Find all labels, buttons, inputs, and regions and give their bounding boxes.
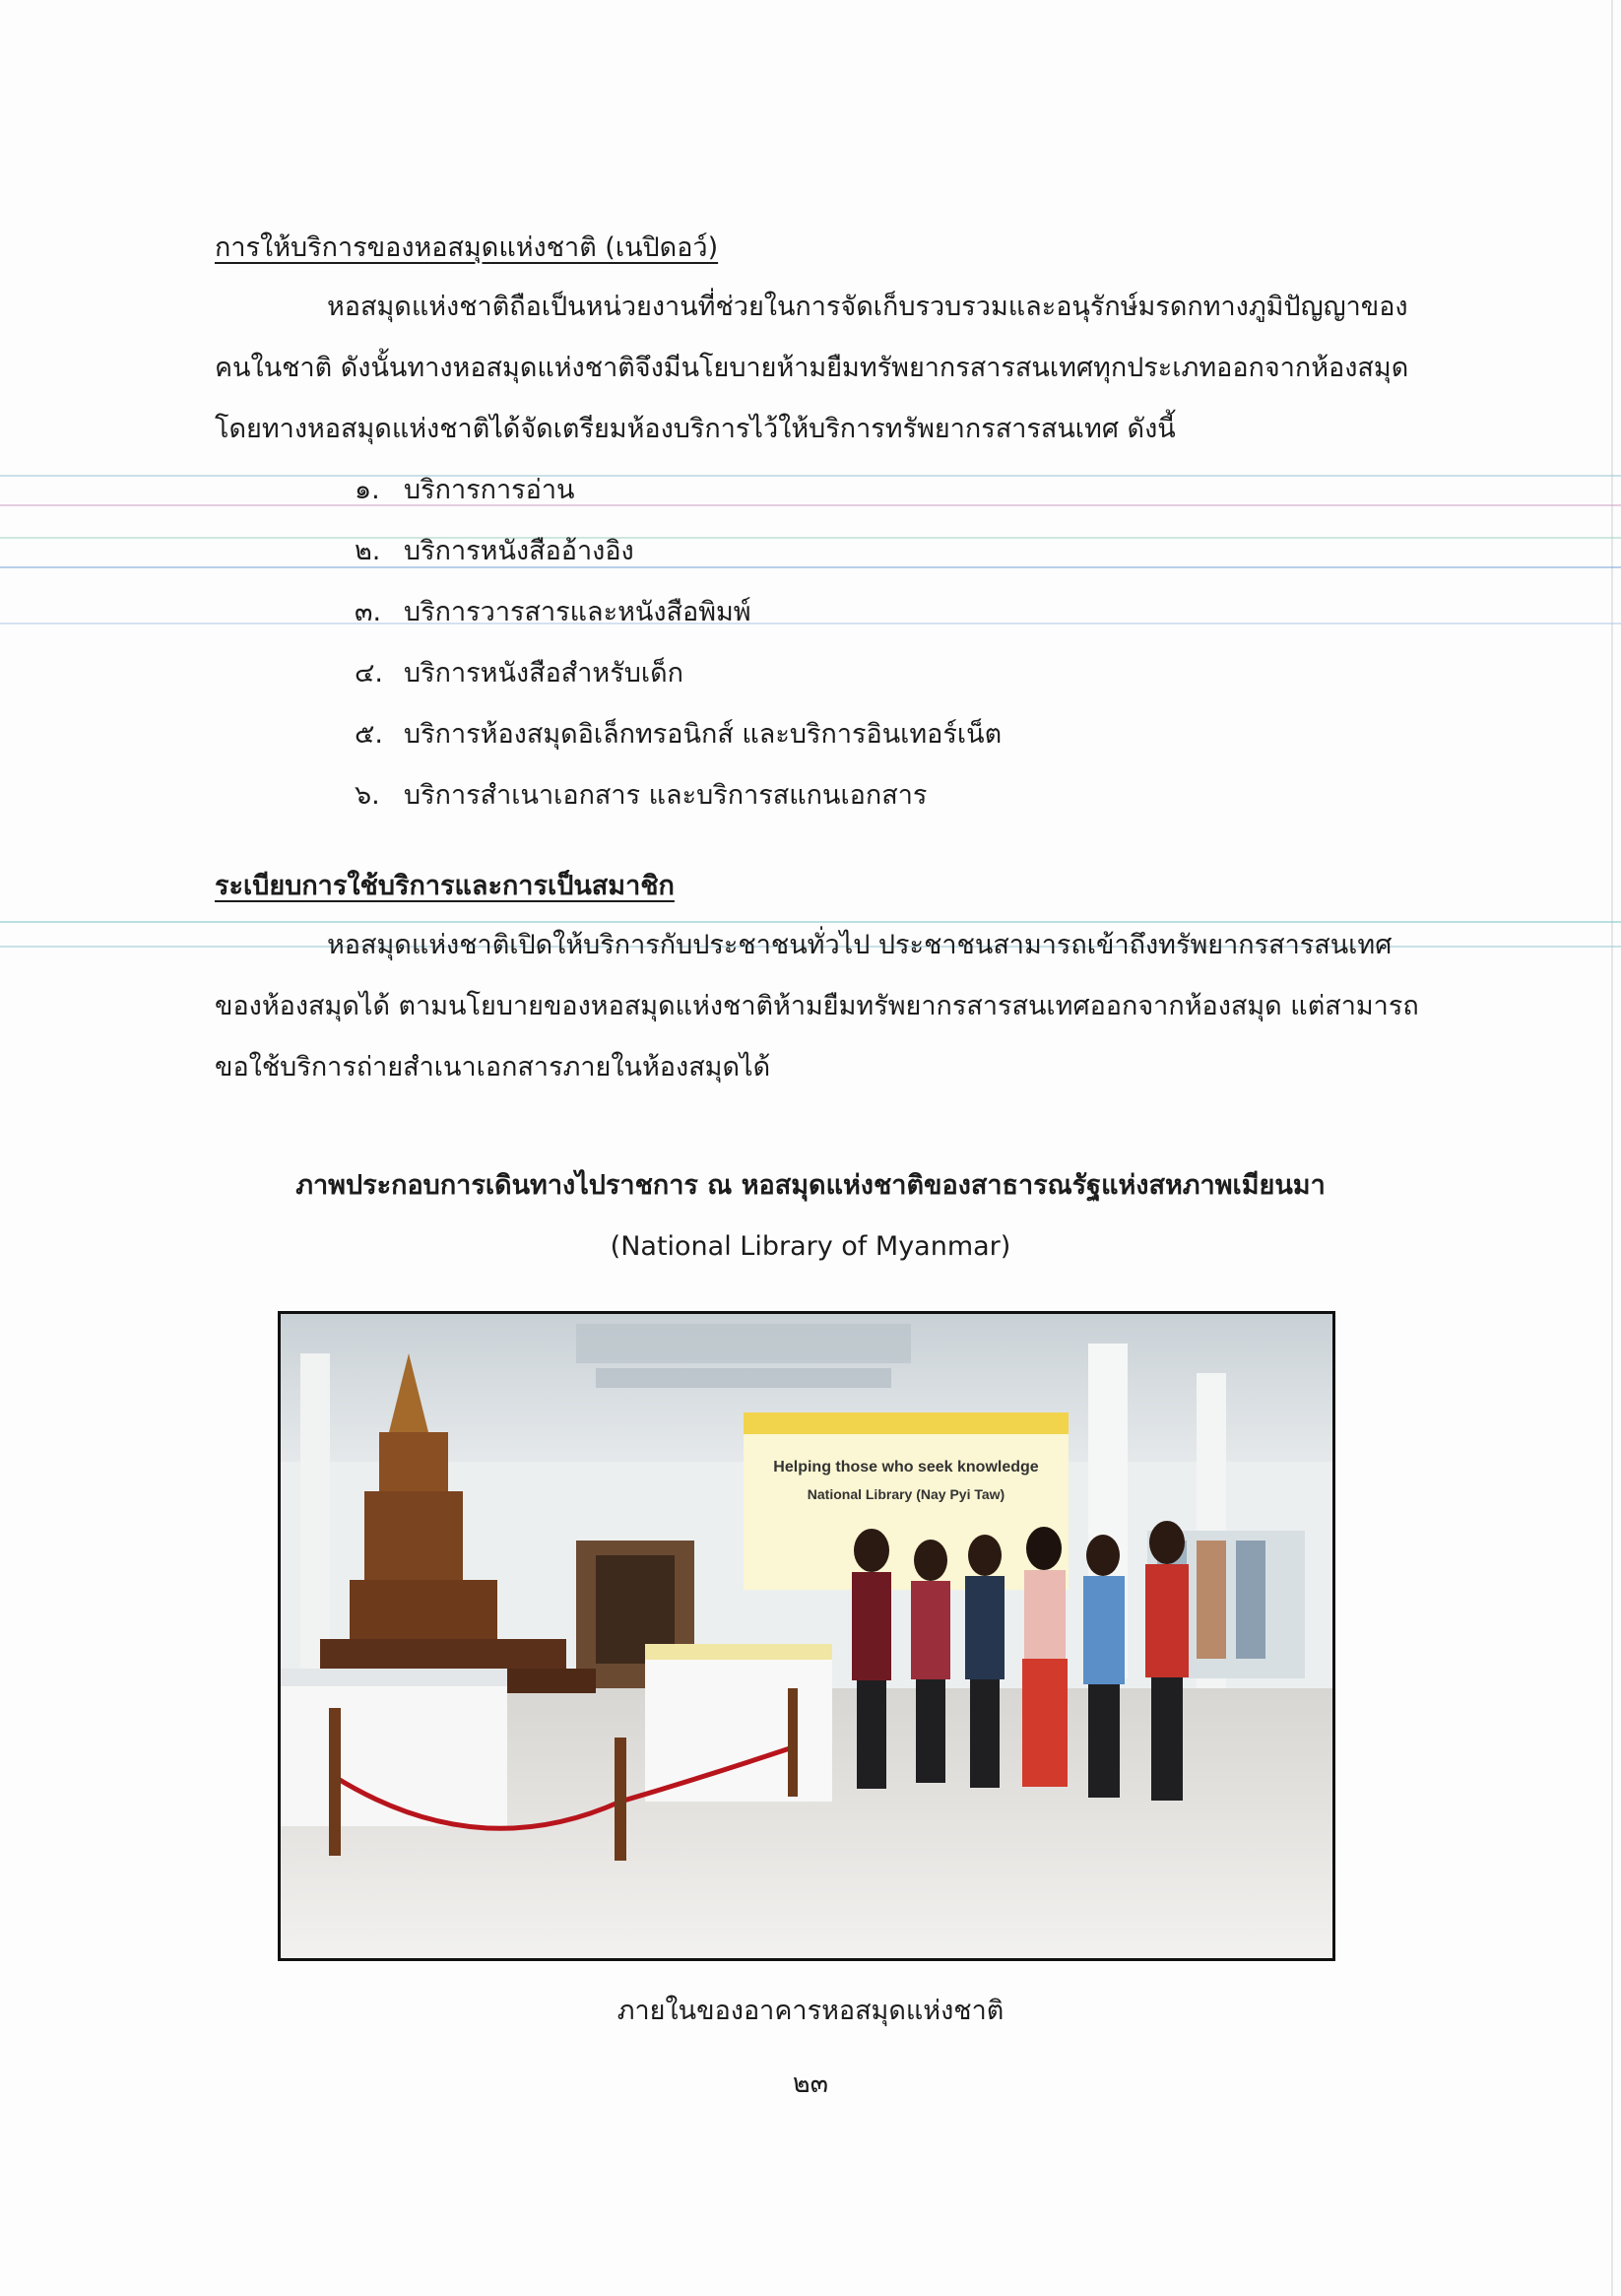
paragraph-line: หอสมุดแห่งชาติเปิดให้บริการกับประชาชนทั่วไป ประชาชนสามารถเข้าถึงทรัพยากรสารสนเทศ xyxy=(327,930,1393,960)
page-number: ๒๓ xyxy=(792,2068,829,2099)
section-heading-services: การให้บริการของหอสมุดแห่งชาติ (เนปิดอว์) xyxy=(215,232,719,263)
scan-artifact-line xyxy=(0,921,1621,923)
paragraph-line: ของห้องสมุดได้ ตามนโยบายของหอสมุดแห่งชาติห้ามยืมทรัพยากรสารสนเทศออกจากห้องสมุด แต่สามารถ xyxy=(215,991,1419,1021)
list-label: บริการสำเนาเอกสาร และบริการสแกนเอกสาร xyxy=(404,780,928,811)
paragraph-line: หอสมุดแห่งชาติถือเป็นหน่วยงานที่ช่วยในการจัดเก็บรวบรวมและอนุรักษ์มรดกทางภูมิปัญญาของ xyxy=(327,292,1408,322)
list-number: ๕. xyxy=(355,719,384,750)
list-item xyxy=(355,654,683,693)
list-item xyxy=(355,715,1002,754)
list-number: ๓. xyxy=(355,597,382,627)
sign-text: National Library (Nay Pyi Taw) xyxy=(807,1486,1005,1502)
list-item xyxy=(355,776,927,816)
section-heading-membership: ระเบียบการใช้บริการและการเป็นสมาชิก xyxy=(215,871,675,901)
scan-artifact-line xyxy=(0,504,1621,506)
list-number: ๑. xyxy=(355,475,380,505)
figure-title: ภาพประกอบการเดินทางไปราชการ ณ หอสมุดแห่งชาติของสาธารณรัฐแห่งสหภาพเมียนมา xyxy=(295,1170,1326,1201)
list-label: บริการห้องสมุดอิเล็กทรอนิกส์ และบริการอินเทอร์เน็ต xyxy=(404,719,1003,750)
list-number: ๒. xyxy=(355,536,381,566)
list-item xyxy=(355,471,575,510)
list-item xyxy=(355,593,751,632)
list-label: บริการหนังสือสำหรับเด็ก xyxy=(404,658,683,689)
scan-artifact-line xyxy=(0,475,1621,477)
list-label: บริการการอ่าน xyxy=(404,475,575,505)
page-edge xyxy=(1611,0,1613,2296)
sign-text: Helping those who seek knowledge xyxy=(773,1459,1039,1476)
scan-artifact-line xyxy=(0,623,1621,624)
photo-caption: ภายในของอาคารหอสมุดแห่งชาติ xyxy=(616,1996,1005,2026)
paragraph-line: โดยทางหอสมุดแห่งชาติได้จัดเตรียมห้องบริการไว้ให้บริการทรัพยากรสารสนเทศ ดังนี้ xyxy=(215,414,1176,444)
paragraph-line: คนในชาติ ดังนั้นทางหอสมุดแห่งชาติจึงมีนโยบายห้ามยืมทรัพยากรสารสนเทศทุกประเภทออกจากห้องสมุด xyxy=(215,353,1409,383)
figure-subtitle: (National Library of Myanmar) xyxy=(610,1231,1011,1262)
list-label: บริการหนังสืออ้างอิง xyxy=(404,536,634,566)
paragraph-line: ขอใช้บริการถ่ายสำเนาเอกสารภายในห้องสมุดได้ xyxy=(215,1052,771,1082)
scan-artifact-line xyxy=(0,566,1621,568)
list-item xyxy=(355,532,634,571)
library-interior-photo xyxy=(278,1311,1335,1961)
list-number: ๔. xyxy=(355,658,384,689)
scan-artifact-line xyxy=(0,537,1621,539)
list-label: บริการวารสารและหนังสือพิมพ์ xyxy=(404,597,751,627)
list-number: ๖. xyxy=(355,780,380,811)
